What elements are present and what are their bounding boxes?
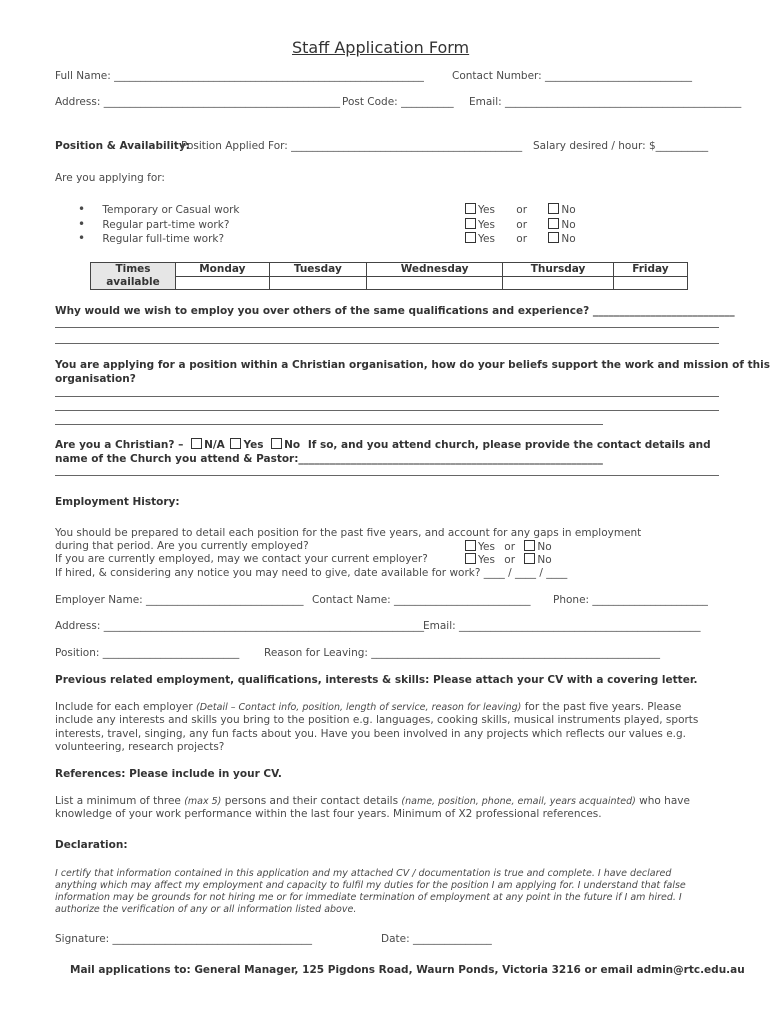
position-field[interactable]: Position: __________________________ bbox=[55, 647, 240, 659]
availability-header-row bbox=[91, 263, 688, 277]
christian-question-row bbox=[55, 438, 711, 452]
answer-line[interactable] bbox=[55, 343, 719, 344]
bullet: • bbox=[78, 231, 86, 245]
currently-employed-question: during that period. Are you currently employed? bbox=[55, 540, 309, 552]
thursday-cell[interactable] bbox=[503, 276, 613, 290]
previous-employment-label: Previous related employment, qualifications, interests & skills: Please attach your CV with a covering letter. bbox=[55, 674, 698, 686]
employment-instructions: You should be prepared to detail each position for the past five years, and account for any gaps in employment bbox=[55, 527, 642, 539]
employer-email-field[interactable]: Email: ______________________________________________ bbox=[423, 620, 701, 632]
answer-line[interactable] bbox=[55, 410, 719, 411]
yes-label: Yes bbox=[478, 233, 495, 245]
work-type-label: Temporary or Casual work bbox=[102, 204, 240, 216]
include-text: for the past five years. Please bbox=[524, 701, 682, 713]
employment-history-label: Employment History: bbox=[55, 496, 180, 508]
or-label: or bbox=[504, 541, 516, 553]
contact-number-field[interactable]: Contact Number: ____________________________ bbox=[452, 70, 693, 82]
or-label: or bbox=[516, 233, 528, 245]
full-name-field[interactable]: Full Name: ___________________________________________________________ bbox=[55, 70, 424, 82]
no-label: No bbox=[284, 439, 301, 451]
wednesday-header: Wednesday bbox=[366, 263, 503, 277]
references-label: References: Please include in your CV. bbox=[55, 768, 282, 780]
references-text-line1 bbox=[55, 795, 690, 808]
yes-label: Yes bbox=[478, 554, 495, 566]
ref-text: who have bbox=[639, 795, 690, 807]
or-label: or bbox=[504, 554, 516, 566]
declaration-text-line2: anything which may affect my employment and capacity to fulfil my duties for the position I am applying for. I understand that false bbox=[55, 880, 686, 891]
work-type-row bbox=[78, 218, 229, 232]
ref-text: List a minimum of three bbox=[55, 795, 181, 807]
tuesday-cell[interactable] bbox=[269, 276, 366, 290]
include-text-line2: include any interests and skills you bring to the position e.g. languages, cooking skills, musical instruments played, sports bbox=[55, 714, 699, 726]
include-text-line1 bbox=[55, 701, 681, 714]
why-employ-question[interactable]: Why would we wish to employ you over others of the same qualifications and experience? ___________________________ bbox=[55, 305, 735, 317]
yes-checkbox[interactable] bbox=[465, 540, 476, 551]
include-text-line4: volunteering, research projects? bbox=[55, 741, 225, 753]
ref-max-note: (max 5) bbox=[184, 796, 222, 807]
christian-question-label: Are you a Christian? – bbox=[55, 439, 184, 451]
or-label: or bbox=[516, 219, 528, 231]
answer-line[interactable] bbox=[55, 396, 719, 397]
no-checkbox[interactable] bbox=[548, 232, 559, 243]
thursday-header: Thursday bbox=[503, 263, 613, 277]
no-checkbox[interactable] bbox=[524, 553, 535, 564]
yes-label: Yes bbox=[478, 219, 495, 231]
bullet: • bbox=[78, 217, 86, 231]
postcode-field[interactable]: Post Code: __________ bbox=[342, 96, 454, 108]
position-availability-label: Position & Availability: bbox=[55, 140, 190, 152]
monday-header: Monday bbox=[176, 263, 270, 277]
work-type-row bbox=[78, 203, 240, 217]
church-pastor-field[interactable]: name of the Church you attend & Pastor:__________________________________________________________ bbox=[55, 453, 603, 465]
answer-line[interactable] bbox=[55, 424, 603, 425]
no-checkbox[interactable] bbox=[271, 438, 282, 449]
monday-cell[interactable] bbox=[176, 276, 270, 290]
contact-employer-question: If you are currently employed, may we contact your current employer? bbox=[55, 553, 428, 565]
work-type-options bbox=[465, 203, 576, 217]
na-checkbox[interactable] bbox=[191, 438, 202, 449]
currently-employed-options bbox=[465, 540, 552, 554]
bullet: • bbox=[78, 202, 86, 216]
declaration-text-line4: authorize the verification of any or all information listed above. bbox=[55, 904, 357, 915]
work-type-row bbox=[78, 232, 224, 246]
declaration-text-line3: information may be grounds for not hiring me or for immediate termination of employment at any point in the future if I am hired. I bbox=[55, 892, 682, 903]
position-applied-field[interactable]: Position Applied For: ____________________________________________ bbox=[181, 140, 523, 152]
work-type-label: Regular part-time work? bbox=[102, 219, 230, 231]
mail-applications-footer: Mail applications to: General Manager, 125 Pigdons Road, Waurn Ponds, Victoria 3216 or email admin@rtc.edu.au bbox=[70, 964, 745, 976]
no-label: No bbox=[561, 204, 576, 216]
no-checkbox[interactable] bbox=[524, 540, 535, 551]
yes-checkbox[interactable] bbox=[465, 553, 476, 564]
na-label: N/A bbox=[204, 439, 225, 451]
friday-header: Friday bbox=[613, 263, 687, 277]
availability-input-row bbox=[91, 276, 688, 290]
christian-org-question-cont: organisation? bbox=[55, 373, 136, 385]
yes-checkbox[interactable] bbox=[465, 203, 476, 214]
declaration-label: Declaration: bbox=[55, 839, 128, 851]
employer-name-field[interactable]: Employer Name: ______________________________ bbox=[55, 594, 304, 606]
yes-label: Yes bbox=[243, 439, 264, 451]
yes-checkbox[interactable] bbox=[465, 232, 476, 243]
wednesday-cell[interactable] bbox=[366, 276, 503, 290]
employer-address-field[interactable]: Address: _____________________________________________________________ bbox=[55, 620, 424, 632]
answer-line[interactable] bbox=[55, 327, 719, 328]
times-available-header: Times available bbox=[91, 263, 176, 290]
references-text-line2: knowledge of your work performance within the last four years. Minimum of X2 professional references. bbox=[55, 808, 602, 820]
no-checkbox[interactable] bbox=[548, 203, 559, 214]
no-checkbox[interactable] bbox=[548, 218, 559, 229]
applying-for-label: Are you applying for: bbox=[55, 172, 165, 184]
contact-name-field[interactable]: Contact Name: __________________________ bbox=[312, 594, 531, 606]
no-label: No bbox=[537, 541, 552, 553]
reason-for-leaving-field[interactable]: Reason for Leaving: _______________________________________________________ bbox=[264, 647, 661, 659]
signature-field[interactable]: Signature: ______________________________________ bbox=[55, 933, 313, 945]
contact-employer-options bbox=[465, 553, 552, 567]
include-text-line3: interests, travel, singing, any fun facts about you. Have you been involved in any projects which reflects our values e.g. bbox=[55, 728, 687, 740]
work-type-options bbox=[465, 218, 576, 232]
ref-text: persons and their contact details bbox=[224, 795, 399, 807]
christian-org-question: You are applying for a position within a Christian organisation, how do your beliefs support the work and mission of this bbox=[55, 359, 770, 371]
yes-label: Yes bbox=[478, 204, 495, 216]
or-label: or bbox=[516, 204, 528, 216]
include-text: Include for each employer bbox=[55, 701, 193, 713]
yes-label: Yes bbox=[478, 541, 495, 553]
declaration-text-line1: I certify that information contained in this application and my attached CV / documentation is true and complete. I have declared bbox=[55, 868, 672, 879]
answer-line[interactable] bbox=[55, 475, 719, 476]
yes-checkbox[interactable] bbox=[465, 218, 476, 229]
date-field[interactable]: Date: _______________ bbox=[381, 933, 492, 945]
church-details-prompt: If so, and you attend church, please provide the contact details and bbox=[307, 439, 711, 451]
page-title: Staff Application Form bbox=[292, 38, 470, 57]
tuesday-header: Tuesday bbox=[269, 263, 366, 277]
availability-table bbox=[90, 262, 688, 290]
yes-checkbox[interactable] bbox=[230, 438, 241, 449]
work-type-options bbox=[465, 232, 576, 246]
date-available-field[interactable]: If hired, & considering any notice you may need to give, date available for work? ____ / ____ / ____ bbox=[55, 567, 568, 579]
phone-field[interactable]: Phone: ______________________ bbox=[553, 594, 708, 606]
email-field[interactable]: Email: _____________________________________________ bbox=[469, 96, 742, 108]
no-label: No bbox=[537, 554, 552, 566]
work-type-label: Regular full-time work? bbox=[102, 233, 225, 245]
ref-detail-note: (name, position, phone, email, years acquainted) bbox=[401, 796, 636, 807]
salary-field[interactable]: Salary desired / hour: $__________ bbox=[533, 140, 709, 152]
address-field[interactable]: Address: _____________________________________________ bbox=[55, 96, 340, 108]
friday-cell[interactable] bbox=[613, 276, 687, 290]
no-label: No bbox=[561, 233, 576, 245]
include-detail-note: (Detail – Contact info, position, length of service, reason for leaving) bbox=[196, 702, 522, 713]
no-label: No bbox=[561, 219, 576, 231]
